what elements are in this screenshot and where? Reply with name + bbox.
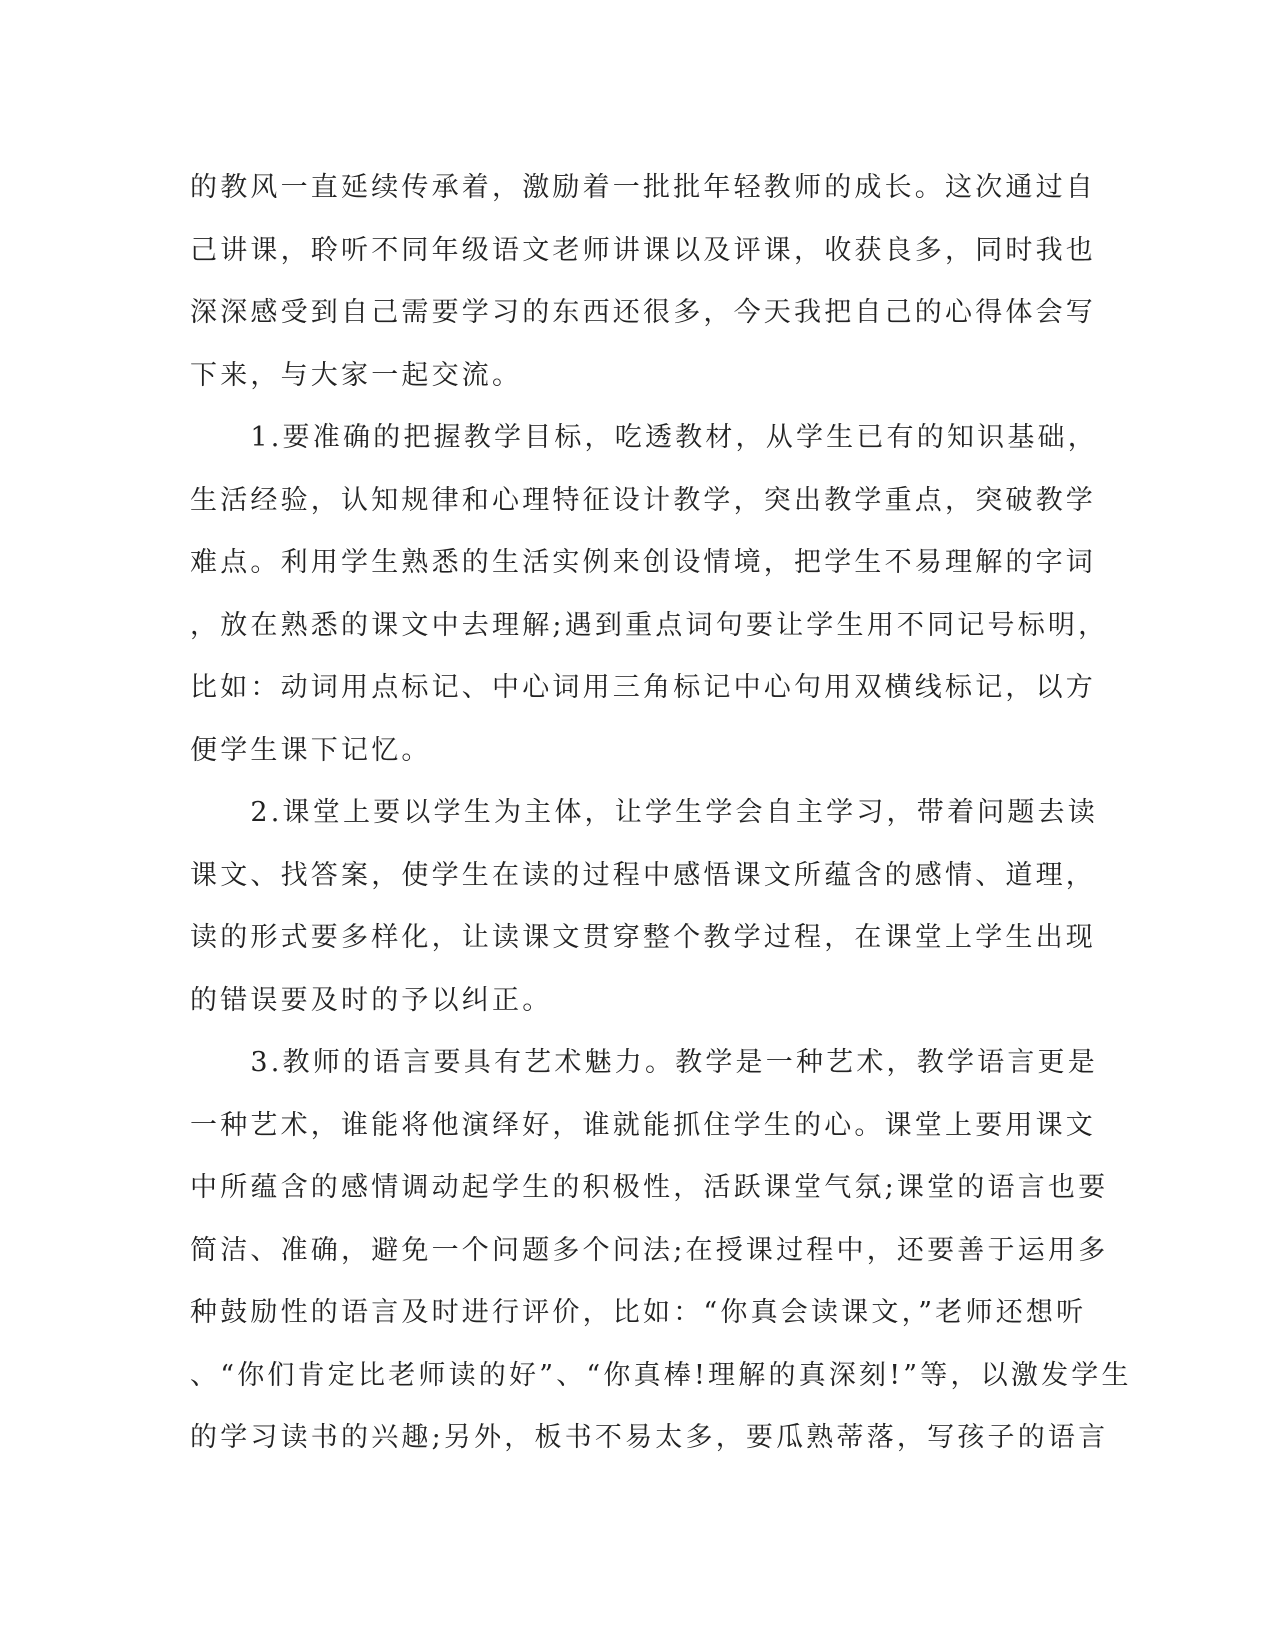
text-line: 的错误要及时的予以纠正。	[190, 984, 553, 1016]
text-line: 生活经验，认知规律和心理特征设计教学，突出教学重点，突破教学	[190, 484, 1096, 516]
text-line: 深深感受到自己需要学习的东西还很多，今天我把自己的心得体会写	[190, 297, 1096, 328]
text-line: 己讲课，聆听不同年级语文老师讲课以及评课，收获良多，同时我也	[190, 234, 1096, 266]
body-text	[190, 157, 1132, 1470]
paragraph-1-start: 1.要准确的把握教学目标，吃透教材，从学生已有的知识基础，	[190, 422, 1098, 453]
text-line: 难点。利用学生熟悉的生活实例来创设情境，把学生不易理解的字词	[190, 547, 1096, 578]
text-line: 种鼓励性的语言及时进行评价，比如：“你真会读课文，”老师还想听	[190, 1297, 1087, 1328]
text-line: 便学生课下记忆。	[190, 734, 432, 766]
text-line: 的教风一直延续传承着，激励着一批批年轻教师的成长。这次通过自	[190, 172, 1096, 203]
text-line: 简洁、准确，避免一个问题多个问法;在授课过程中，还要善于运用多	[190, 1234, 1109, 1266]
text-line: 、“你们肯定比老师读的好”、“你真棒!理解的真深刻!”等，以激发学生	[190, 1359, 1132, 1391]
text-line: 的学习读书的兴趣;另外，板书不易太多，要瓜熟蒂落，写孩子的语言	[190, 1422, 1109, 1453]
text-line: 比如：动词用点标记、中心词用三角标记中心句用双横线标记，以方	[190, 672, 1096, 703]
text-line: 中所蕴含的感情调动起学生的积极性，活跃课堂气氛;课堂的语言也要	[190, 1172, 1109, 1203]
text-line: 一种艺术，谁能将他演绎好，谁就能抓住学生的心。课堂上要用课文	[190, 1109, 1096, 1141]
text-line: 下来，与大家一起交流。	[190, 359, 523, 391]
paragraph-3-start: 3.教师的语言要具有艺术魅力。教学是一种艺术，教学语言更是	[190, 1047, 1098, 1078]
text-line: ，放在熟悉的课文中去理解;遇到重点词句要让学生用不同记号标明，	[190, 609, 1109, 641]
paragraph-2-start: 2.课堂上要以学生为主体，让学生学会自主学习，带着问题去读	[190, 797, 1098, 828]
text-line: 读的形式要多样化，让读课文贯穿整个教学过程，在课堂上学生出现	[190, 922, 1096, 953]
text-line: 课文、找答案，使学生在读的过程中感悟课文所蕴含的感情、道理，	[190, 859, 1096, 891]
